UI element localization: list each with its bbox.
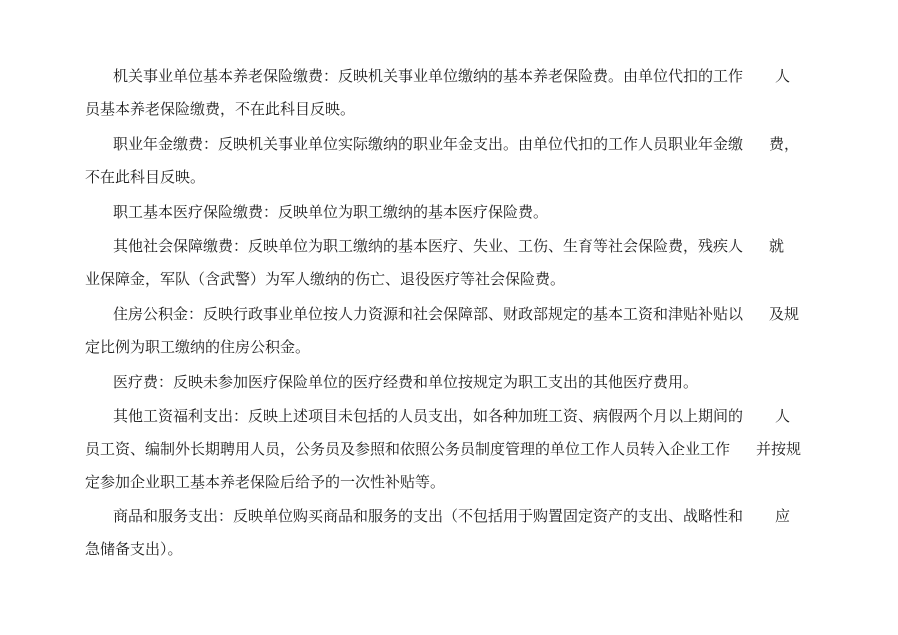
text-line: 其他社会保障缴费：反映单位为职工缴纳的基本医疗、失业、工伤、生育等社会保险费，残疾人 (113, 237, 744, 255)
text-line: 就 (769, 237, 785, 255)
text-line: 不在此科目反映。 (85, 168, 206, 186)
text-line: 业保障金，军队（含武警）为军人缴纳的伤亡、退役医疗等社会保险费。 (85, 270, 566, 288)
paragraph-occupational-annuity (85, 128, 821, 194)
text-line: 住房公积金：反映行政事业单位按人力资源和社会保障部、财政部规定的基本工资和津贴补贴以 (113, 305, 744, 323)
paragraph-medical-expense (85, 366, 821, 399)
paragraph-basic-pension (85, 60, 821, 126)
text-line: 员工资、编制外长期聘用人员，公务员及参照和依照公务员制度管理的单位工作人员转入企业工作 (85, 440, 731, 458)
text-line: 职业年金缴费：反映机关事业单位实际缴纳的职业年金支出。由单位代扣的工作人员职业年金缴 (113, 135, 744, 153)
text-line: 应 (775, 507, 791, 525)
text-line: 职工基本医疗保险缴费：反映单位为职工缴纳的基本医疗保险费。 (113, 203, 549, 221)
text-line: 费， (769, 135, 800, 153)
paragraph-housing-fund (85, 298, 821, 364)
text-line: 其他工资福利支出：反映上述项目未包括的人员支出，如各种加班工资、病假两个月以上期间的 (113, 407, 744, 425)
text-line: 机关事业单位基本养老保险缴费：反映机关事业单位缴纳的基本养老保险费。由单位代扣的工作 (113, 67, 744, 85)
text-line: 及规 (769, 305, 800, 323)
text-line: 并按规 (756, 440, 802, 458)
text-line: 医疗费：反映未参加医疗保险单位的医疗经费和单位按规定为职工支出的其他医疗费用。 (113, 373, 699, 391)
text-line: 定比例为职工缴纳的住房公积金。 (85, 338, 311, 356)
paragraph-goods-services (85, 500, 821, 566)
text-line: 人 (775, 67, 791, 85)
paragraph-basic-medical (85, 196, 821, 229)
text-line: 急储备支出）。 (85, 540, 183, 558)
paragraph-other-welfare (85, 400, 821, 499)
text-line: 商品和服务支出：反映单位购买商品和服务的支出（不包括用于购置固定资产的支出、战略性和 (113, 507, 744, 525)
text-line: 人 (775, 407, 791, 425)
paragraph-other-social-security (85, 230, 821, 296)
text-line: 定参加企业职工基本养老保险后给予的一次性补贴等。 (85, 473, 446, 491)
text-line: 员基本养老保险缴费，不在此科目反映。 (85, 100, 356, 118)
